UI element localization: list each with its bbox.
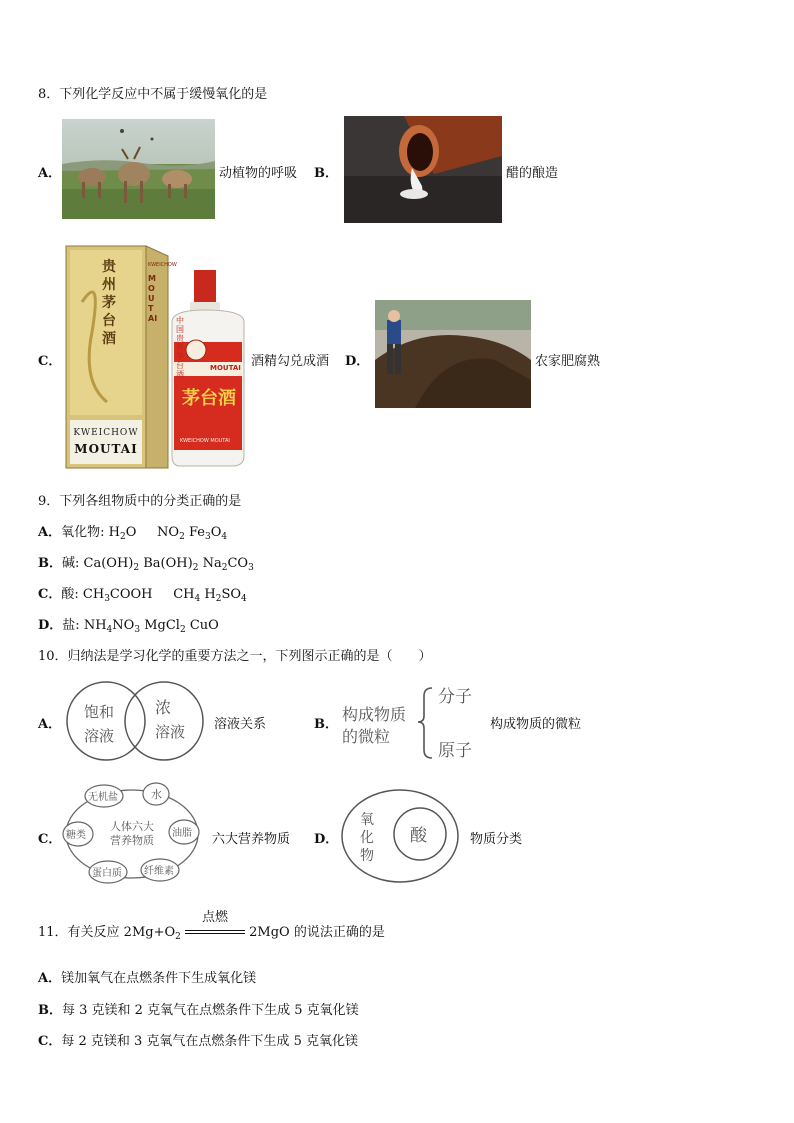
- classification-nested-circles: [338, 786, 468, 886]
- question-11-stem: 11．有关反应 $2Mg+O_2$ 点燃 2MgO 的说法正确的是: [38, 921, 385, 940]
- question-8-stem: 8．下列化学反应中不属于缓慢氧化的是: [38, 87, 268, 102]
- question-9-stem: 9．下列各组物质中的分类正确的是: [38, 494, 242, 509]
- venn-c2a: 浓: [155, 698, 172, 717]
- q10-option-b-caption: 构成物质的微粒: [490, 717, 582, 732]
- q10-option-d-label: D．: [314, 832, 339, 847]
- q10-option-b-label: B．: [314, 717, 338, 732]
- box-brand-en2: MOUTAI: [74, 442, 138, 456]
- bracket-left-2: 的微粒: [342, 727, 391, 746]
- q11-option-a: A．镁加氧气在点燃条件下生成氧化镁: [38, 971, 257, 986]
- reaction-condition: 点燃: [202, 909, 229, 925]
- q10-option-a-caption: 溶液关系: [214, 717, 267, 732]
- svg-text:酸: 酸: [410, 826, 427, 846]
- particle-bracket-diagram: [340, 680, 485, 765]
- bottle-label-en: MOUTAI: [210, 364, 241, 372]
- q9-option-a: A．氧化物: $H_2O$ $NO_2$ $Fe_3O_4$: [38, 525, 228, 542]
- bottle-label-small: KWEICHOW MOUTAI: [180, 438, 230, 444]
- box-side-top: KWEICHOW: [148, 262, 177, 268]
- q9-option-b: B．碱: $Ca(OH)_2$ $Ba(OH)_2$ $Na_2CO_3$: [38, 556, 254, 573]
- reaction-arrow: [185, 909, 245, 940]
- nutrient-ring-diagram: [58, 776, 208, 888]
- svg-text:水: 水: [151, 788, 162, 801]
- vinegar-photo: [344, 116, 502, 223]
- curly-brace: [418, 688, 432, 758]
- venn-c1a: 饱和: [84, 703, 115, 721]
- bracket-top: 分子: [438, 687, 472, 707]
- box-brand-cn: 贵州茅台酒: [102, 259, 116, 347]
- q10-option-a-label: A．: [38, 717, 62, 732]
- svg-text:蛋白质: 蛋白质: [92, 868, 122, 879]
- box-side-brand: MOUTAI: [148, 274, 158, 323]
- svg-text:氧: 氧: [360, 812, 374, 828]
- q10-option-c-caption: 六大营养物质: [212, 832, 291, 847]
- solution-venn-diagram: [62, 675, 210, 767]
- q9-option-d: D．盐: $NH_4NO_3$ MgCl$_2$ CuO: [38, 618, 219, 635]
- svg-text:无机盐: 无机盐: [88, 792, 118, 803]
- q8-option-c-label: C．: [38, 354, 62, 369]
- question-10-stem: 10．归纳法是学习化学的重要方法之一，下列图示正确的是（ ）: [38, 649, 432, 664]
- q11-option-c: C．每 2 克镁和 3 克氧气在点燃条件下生成 5 克氧化镁: [38, 1034, 358, 1049]
- svg-text:糖类: 糖类: [66, 830, 86, 841]
- bracket-left-1: 构成物质: [342, 705, 407, 724]
- svg-text:营养物质: 营养物质: [110, 834, 154, 847]
- concentrated-circle: [125, 682, 203, 760]
- svg-text:油脂: 油脂: [172, 828, 192, 839]
- bracket-bottom: 原子: [438, 741, 472, 761]
- q8-option-d-text: 农家肥腐熟: [535, 354, 601, 369]
- q10-option-d-caption: 物质分类: [470, 832, 523, 847]
- q11-option-b: B．每 3 克镁和 2 克氧气在点燃条件下生成 5 克氧化镁: [38, 1003, 359, 1018]
- svg-text:物: 物: [360, 848, 374, 864]
- venn-c1b: 溶液: [84, 727, 115, 745]
- moutai-photo: [62, 242, 254, 470]
- q8-option-a-label: A．: [38, 166, 62, 181]
- bottle-label-cn: 中国贵州茅台酒: [176, 316, 184, 379]
- svg-text:人体六大: 人体六大: [110, 820, 154, 833]
- q8-option-b-label: B．: [314, 166, 338, 181]
- venn-c2b: 溶液: [155, 723, 186, 741]
- q8-option-b-text: 醋的酿造: [506, 166, 559, 181]
- q8-option-d-label: D．: [345, 354, 370, 369]
- q10-option-c-label: C．: [38, 832, 62, 847]
- compost-photo: [375, 300, 531, 408]
- q8-option-c-text: 酒精勾兑成酒: [251, 354, 330, 369]
- q8-option-a-text: 动植物的呼吸: [219, 166, 298, 181]
- deer-photo: [62, 119, 215, 219]
- saturated-circle: [67, 682, 145, 760]
- box-brand-en1: KWEICHOW: [73, 428, 139, 438]
- svg-text:化: 化: [360, 830, 374, 846]
- svg-text:纤维素: 纤维素: [144, 866, 174, 877]
- q9-option-c: C．酸: $CH_3COOH$ $CH_4$ $H_2SO_4$: [38, 587, 247, 604]
- bottle-label-red: 茅台酒: [182, 388, 236, 409]
